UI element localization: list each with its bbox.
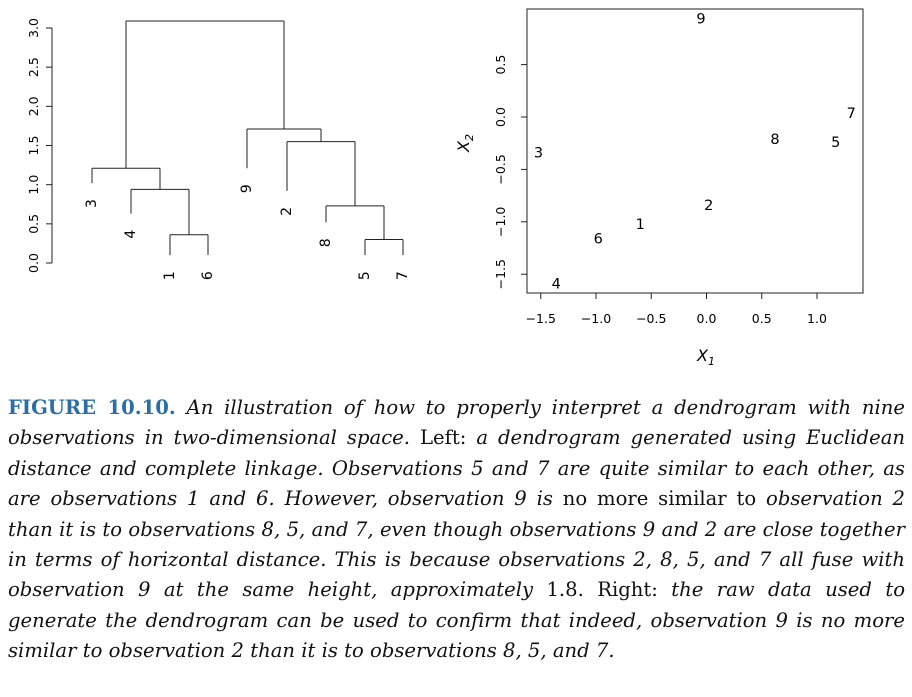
scatter-point-label: 1 [635,216,645,233]
caption-segment: Left: [410,426,467,450]
scatter-y-tick-label: 0.0 [493,107,508,127]
dendrogram-y-tick-label: 1.5 [26,135,41,156]
dendrogram-y-tick-label: 2.5 [26,57,41,78]
dendrogram-y-tick-label: 1.0 [26,174,41,195]
scatter-plot-frame [527,9,863,293]
scatter-point-label: 7 [846,105,856,122]
dendrogram-y-tick-label: 3.0 [26,18,41,38]
dendrogram-leaf-label: 1 [162,271,178,281]
caption-segment: a dendrogram generated using Euclidean distance and complete linkage. Observations 5 and 7 are quite similar to each other, as are observations 1 and 6. However, observation 9 is [8,426,905,511]
caption-segment: observation 2 than it is to observations 8, 5, and 7, even though observations 9 and 2 are close together in terms of horizontal distance. This is because observations 2, 8, 5, and 7 all fuse with observation 9 at the same height, approximately [8,487,905,602]
figure-label: FIGURE 10.10. [8,396,176,419]
scatter-point-label: 8 [770,132,780,149]
scatter-y-tick-label: −1.5 [493,259,508,290]
scatter-x-tick-label: −1.5 [525,311,556,326]
dendrogram-y-tick-label: 2.0 [26,96,41,117]
scatter-y-tick-label: −0.5 [493,154,508,185]
scatter-point-label: 3 [533,145,544,162]
figure-caption [8,393,905,667]
scatter-y-tick-label: 0.5 [493,54,508,75]
dendrogram-leaf-label: 9 [239,184,255,194]
scatter-point-label: 9 [696,11,706,28]
scatter-x-tick-label: 1.0 [807,311,827,326]
scatter-x-tick-label: 0.5 [751,311,772,326]
dendrogram-leaf-label: 2 [279,206,295,216]
dendrogram-y-tick-label: 0.5 [26,213,41,234]
caption-segment: no more similar to [552,487,757,511]
scatter-x-tick-label: −1.0 [580,311,612,326]
dendrogram-panel [26,18,411,280]
dendrogram-leaf-label: 4 [123,229,139,239]
scatter-y-axis-title: $X_2$ [454,134,476,152]
caption-segment: the raw data used to generate the dendrogram can be used to confirm that indeed, observation 9 is no more similar to observation 2 than it is to observations 8, 5, and 7. [8,578,905,663]
scatter-x-axis-title: $X_1$ [697,346,715,368]
scatter-point-label: 4 [551,276,561,293]
scatter-point-label: 6 [593,231,603,248]
scatter-x-tick-label: 0.0 [696,311,717,326]
scatter-x-tick-label: −0.5 [636,311,667,326]
dendrogram-leaf-label: 3 [84,199,100,209]
dendrogram-leaf-label: 8 [318,238,334,248]
scatter-point-label: 2 [704,198,714,215]
dendrogram-leaf-label: 5 [357,271,373,281]
dendrogram-y-tick-label: 0.0 [26,253,41,273]
scatter-y-tick-label: −1.0 [493,206,508,237]
dendrogram-leaf-label: 6 [200,271,216,281]
dendrogram-leaf-label: 7 [395,271,411,281]
caption-segment: 1.8. Right: [533,578,658,602]
caption-segment: An illustration of how to properly interpret a dendrogram with nine observations in two-dimensional space. [8,396,905,450]
scatter-panel [454,9,863,368]
scatter-point-label: 5 [831,135,841,152]
